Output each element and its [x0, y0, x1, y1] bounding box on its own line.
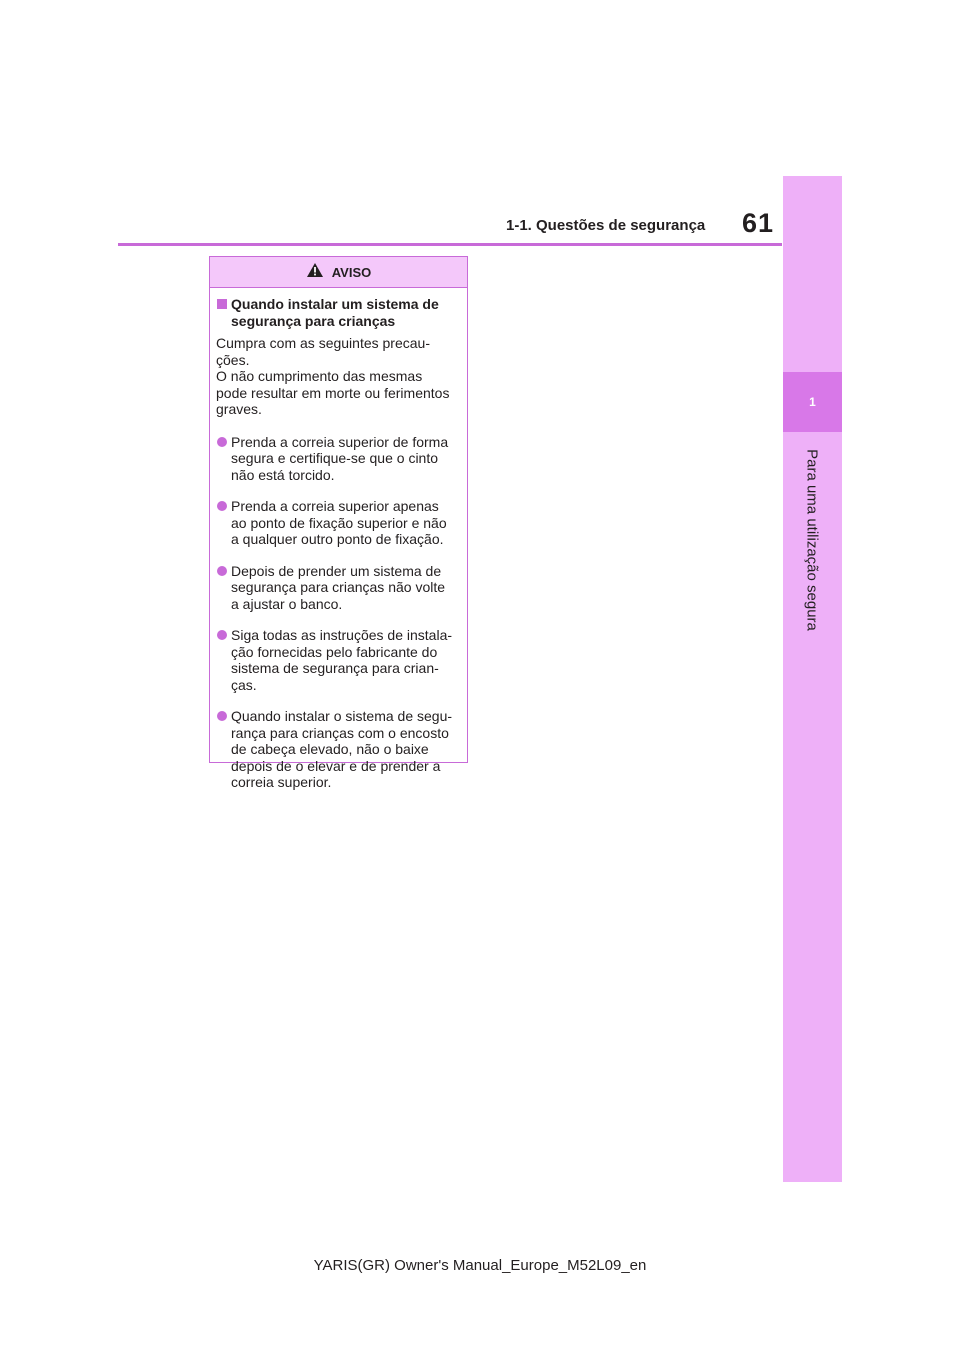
circle-bullet-icon	[217, 566, 227, 576]
header-divider	[118, 243, 782, 246]
circle-bullet-icon	[217, 501, 227, 511]
page-number: 61	[741, 208, 774, 238]
chapter-number: 1	[783, 372, 842, 432]
warning-header	[210, 257, 467, 288]
warning-subheading	[216, 296, 461, 329]
warning-bullet	[216, 434, 461, 484]
circle-bullet-icon	[217, 630, 227, 640]
warning-bullet-list	[216, 434, 461, 791]
warning-bullet-text: Prenda a correia superior apenas ao ponto de fixação superior e não a qualquer outro ponto de fixação.	[231, 498, 447, 547]
warning-triangle-icon	[306, 262, 324, 283]
warning-bullet	[216, 708, 461, 791]
warning-bullet-text: Depois de prender um sistema de segurança para crianças não volte a ajustar o banco.	[231, 562, 446, 612]
warning-intro: Cumpra com as seguintes precau- ções. O não cumprimento das mesmas pode resultar em morte ou ferimentos graves.	[216, 335, 450, 417]
side-tab	[783, 176, 842, 1182]
footer-text: YARIS(GR) Owner's Manual_Europe_M52L09_en	[313, 1257, 647, 1274]
square-bullet-icon	[217, 299, 227, 309]
warning-bullet-text: Quando instalar o sistema de segu- rança para crianças com o encosto de cabeça elevado, não o baixe depois de o elevar e de prender a correia superior.	[231, 708, 453, 790]
chapter-title: Para uma utilização segura	[803, 449, 821, 631]
warning-bullet	[216, 627, 461, 693]
warning-bullet	[216, 498, 461, 548]
warning-bullet-text: Siga todas as instruções de instala- ção fornecidas pelo fabricante do sistema de segurança para crian- ças.	[231, 627, 453, 693]
circle-bullet-icon	[217, 711, 227, 721]
warning-box	[209, 256, 468, 790]
circle-bullet-icon	[217, 437, 227, 447]
warning-subheading-text: Quando instalar um sistema de segurança para crianças	[231, 296, 439, 329]
section-title: 1-1. Questões de segurança	[506, 217, 706, 234]
warning-title: AVISO	[331, 264, 372, 280]
warning-bullet	[216, 563, 461, 613]
warning-bullet-text: Prenda a correia superior de forma segura e certifique-se que o cinto não está torcido.	[231, 433, 449, 483]
